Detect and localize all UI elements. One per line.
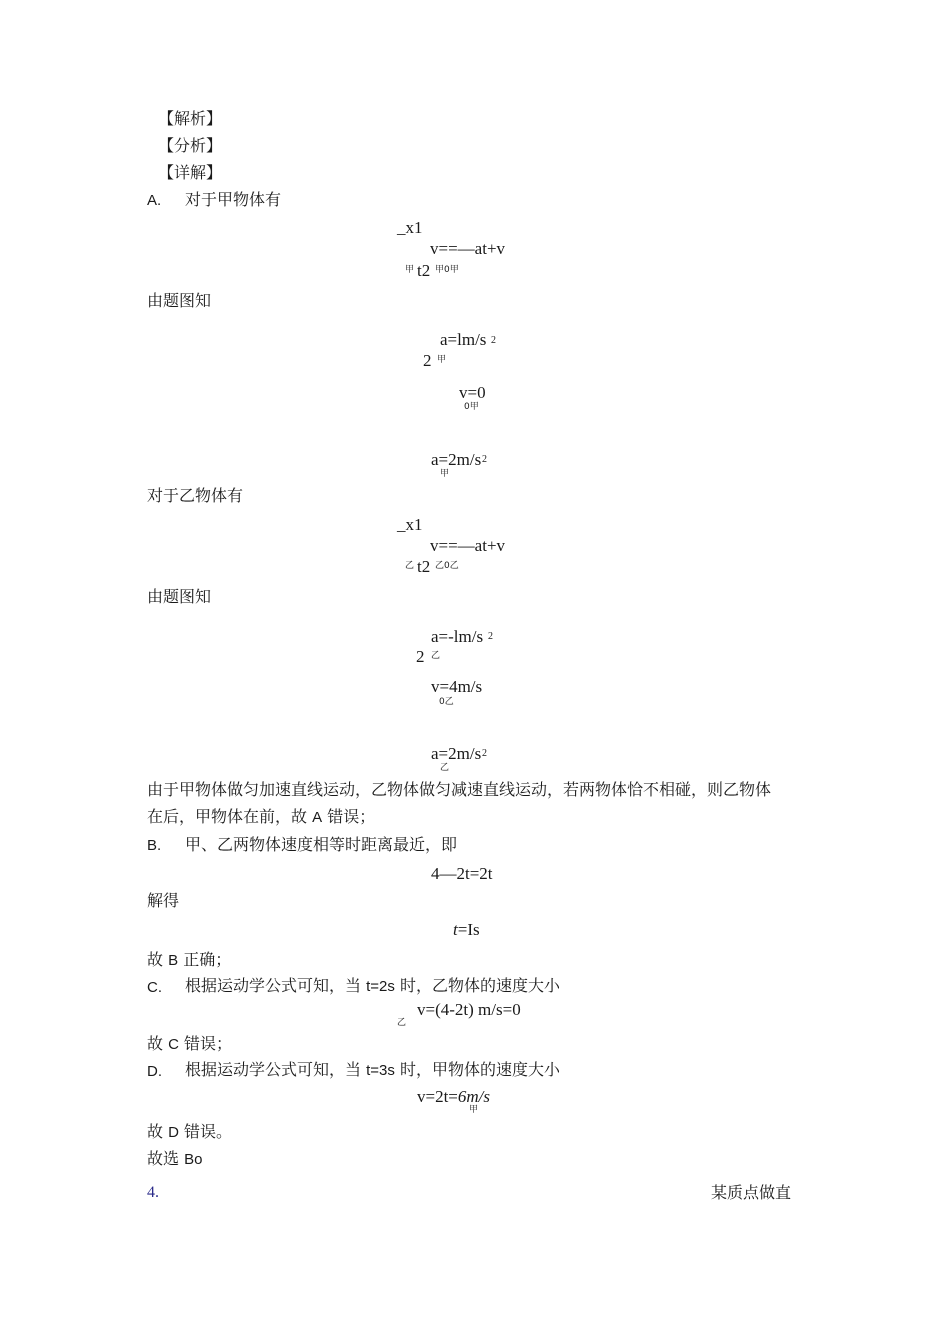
eq-a1-sub-left: 甲 bbox=[405, 265, 415, 275]
eq-a5-main: v==—at+v bbox=[430, 536, 506, 555]
analysis-heading: 【解析】 bbox=[158, 109, 223, 128]
eq-a2-two: 2 bbox=[423, 351, 432, 370]
eq-a6-two: 2 bbox=[416, 647, 425, 666]
option-b-label: B. bbox=[147, 837, 162, 854]
option-d-label: D. bbox=[147, 1063, 162, 1080]
option-c-text: 根据运动学公式可知，当 t=2s 时，乙物体的速度大小 bbox=[185, 976, 560, 995]
eq-a8-sup: 2 bbox=[482, 748, 487, 759]
final-answer: 故选 Bo bbox=[147, 1149, 203, 1168]
eq-a6-sup: 2 bbox=[488, 631, 493, 642]
eq-a2-sub: 甲 bbox=[437, 355, 447, 365]
solve-text: 解得 bbox=[147, 891, 180, 910]
detail-heading: 【详解】 bbox=[158, 163, 223, 182]
eq-a5-t2: t2 bbox=[417, 557, 431, 576]
eq-a5-sub-left: 乙 bbox=[405, 561, 415, 571]
eq-a7-main: v=4m/s bbox=[431, 677, 483, 696]
eq-c-sub: 乙 bbox=[397, 1018, 407, 1028]
next-question-number: 4. bbox=[147, 1184, 159, 1201]
eq-a4-main: a=2m/s bbox=[431, 450, 482, 469]
eq-a5-sub-right: 乙0乙 bbox=[435, 561, 459, 571]
eq-d-main: v=2t=6m/s bbox=[417, 1087, 491, 1106]
option-a-text: 对于甲物体有 bbox=[185, 190, 282, 209]
option-a-paragraph-line2: 在后，甲物体在前，故 A 错误； bbox=[147, 807, 376, 826]
eq-a1-sub-right: 甲0甲 bbox=[435, 265, 459, 275]
eq-a8-main: a=2m/s bbox=[431, 744, 482, 763]
eq-b2: t=Is bbox=[453, 920, 480, 939]
analysis-subheading: 【分析】 bbox=[158, 136, 223, 155]
eq-a6-sub: 乙 bbox=[431, 651, 441, 661]
option-a-text-yi: 对于乙物体有 bbox=[147, 486, 244, 505]
by-graph-text-1: 由题图知 bbox=[147, 291, 212, 310]
eq-c-main: v=(4-2t) m/s=0 bbox=[417, 1000, 521, 1019]
option-a-label: A. bbox=[147, 192, 162, 209]
eq-a1-top: _x1 bbox=[397, 218, 423, 237]
eq-d-sub: 甲 bbox=[469, 1105, 479, 1115]
by-graph-text-2: 由题图知 bbox=[147, 587, 212, 606]
option-b-conclusion: 故 B 正确； bbox=[147, 950, 232, 969]
eq-a5-top: _x1 bbox=[397, 515, 423, 534]
eq-a8-sub: 乙 bbox=[440, 763, 450, 773]
eq-a3-main: v=0 bbox=[459, 383, 486, 402]
option-c-conclusion: 故 C 错误； bbox=[147, 1034, 233, 1053]
eq-a1-main: v==—at+v bbox=[430, 239, 506, 258]
option-b-text: 甲、乙两物体速度相等时距离最近，即 bbox=[185, 835, 458, 854]
eq-a4-sub: 甲 bbox=[440, 469, 450, 479]
eq-a2-main: a=lm/s bbox=[440, 330, 487, 349]
next-question-text: 某质点做直 bbox=[711, 1183, 792, 1202]
option-d-text: 根据运动学公式可知，当 t=3s 时，甲物体的速度大小 bbox=[185, 1060, 560, 1079]
eq-a6-main: a=-lm/s bbox=[431, 627, 484, 646]
option-a-paragraph-line1: 由于甲物体做匀加速直线运动，乙物体做匀减速直线运动，若两物体恰不相碰，则乙物体 bbox=[147, 780, 772, 799]
eq-b1: 4—2t=2t bbox=[431, 864, 493, 883]
eq-a7-sub: 0乙 bbox=[439, 697, 454, 707]
eq-a4-sup: 2 bbox=[482, 454, 487, 465]
eq-a3-sub: 0甲 bbox=[464, 402, 479, 412]
eq-a1-t2: t2 bbox=[417, 261, 431, 280]
option-c-label: C. bbox=[147, 979, 162, 996]
eq-a2-sup: 2 bbox=[491, 335, 496, 346]
option-d-conclusion: 故 D 错误。 bbox=[147, 1122, 233, 1141]
